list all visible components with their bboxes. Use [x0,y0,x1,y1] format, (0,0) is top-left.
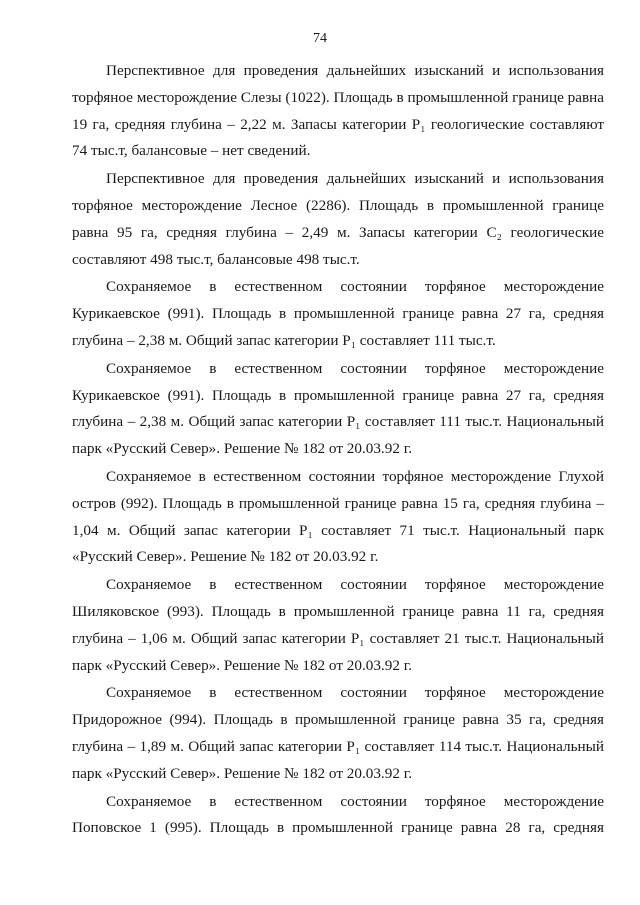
paragraph-glukhoy-ostrov: Сохраняемое в естественном состоянии торфяное месторождение Глухой остров (992). Площадь в промышленной границе равна 15 га, средняя глубина – 1,04 м. Общий запас категории P₁ составляет 71 тыс.т. Национальный парк «Русский Север». Решение № 182 от 20.03.92 г. [72,467,604,566]
paragraph-kurikaevskoe-2: Сохраняемое в естественном состоянии торфяное месторождение Курикаевское (991). Площадь в промышленной границе равна 27 га, средняя глубина – 2,38 м. Общий запас категории P₁ составляет 111 тыс.т. Национальный парк «Русский Север». Решение № 182 от 20.03.92 г. [72,359,604,458]
paragraph-slezy: Перспективное для проведения дальнейших изысканий и использования торфяное месторождение Слезы (1022). Площадь в промышленной границе равна 19 га, средняя глубина – 2,22 м. Запасы категории P₁ геологические составляют 74 тыс.т, балансовые – нет сведений. [72,62,604,160]
paragraph-popovskoe: Сохраняемое в естественном состоянии торфяное месторождение Поповское 1 (995). Площадь в промышленной границе равна 28 га, средняя [72,792,604,837]
paragraph-lesnoe: Перспективное для проведения дальнейших изысканий и использования торфяное месторождение Лесное (2286). Площадь в промышленной границе равна 95 га, средняя глубина – 2,49 м. Запасы категории C₂ геологические составляют 498 тыс.т, балансовые 498 тыс.т. [72,170,604,268]
document-body [72,58,604,842]
paragraph-shilyakovskoe: Сохраняемое в естественном состоянии торфяное месторождение Шиляковское (993). Площадь в промышленной границе равна 11 га, средняя глубина – 1,06 м. Общий запас категории P₁ составляет 21 тыс.т. Национальный парк «Русский Север». Решение № 182 от 20.03.92 г. [72,576,604,674]
page-number: 74 [313,31,327,46]
paragraph-pridorozhnoe: Сохраняемое в естественном состоянии торфяное месторождение Придорожное (994). Площадь в промышленной границе равна 35 га, средняя глубина – 1,89 м. Общий запас категории P₁ составляет 114 тыс.т. Национальный парк «Русский Север». Решение № 182 от 20.03.92 г. [72,684,604,782]
paragraph-kurikaevskoe-1: Сохраняемое в естественном состоянии торфяное месторождение Курикаевское (991). Площадь в промышленной границе равна 27 га, средняя глубина – 2,38 м. Общий запас категории P₁ составляет 111 тыс.т. [72,278,604,349]
